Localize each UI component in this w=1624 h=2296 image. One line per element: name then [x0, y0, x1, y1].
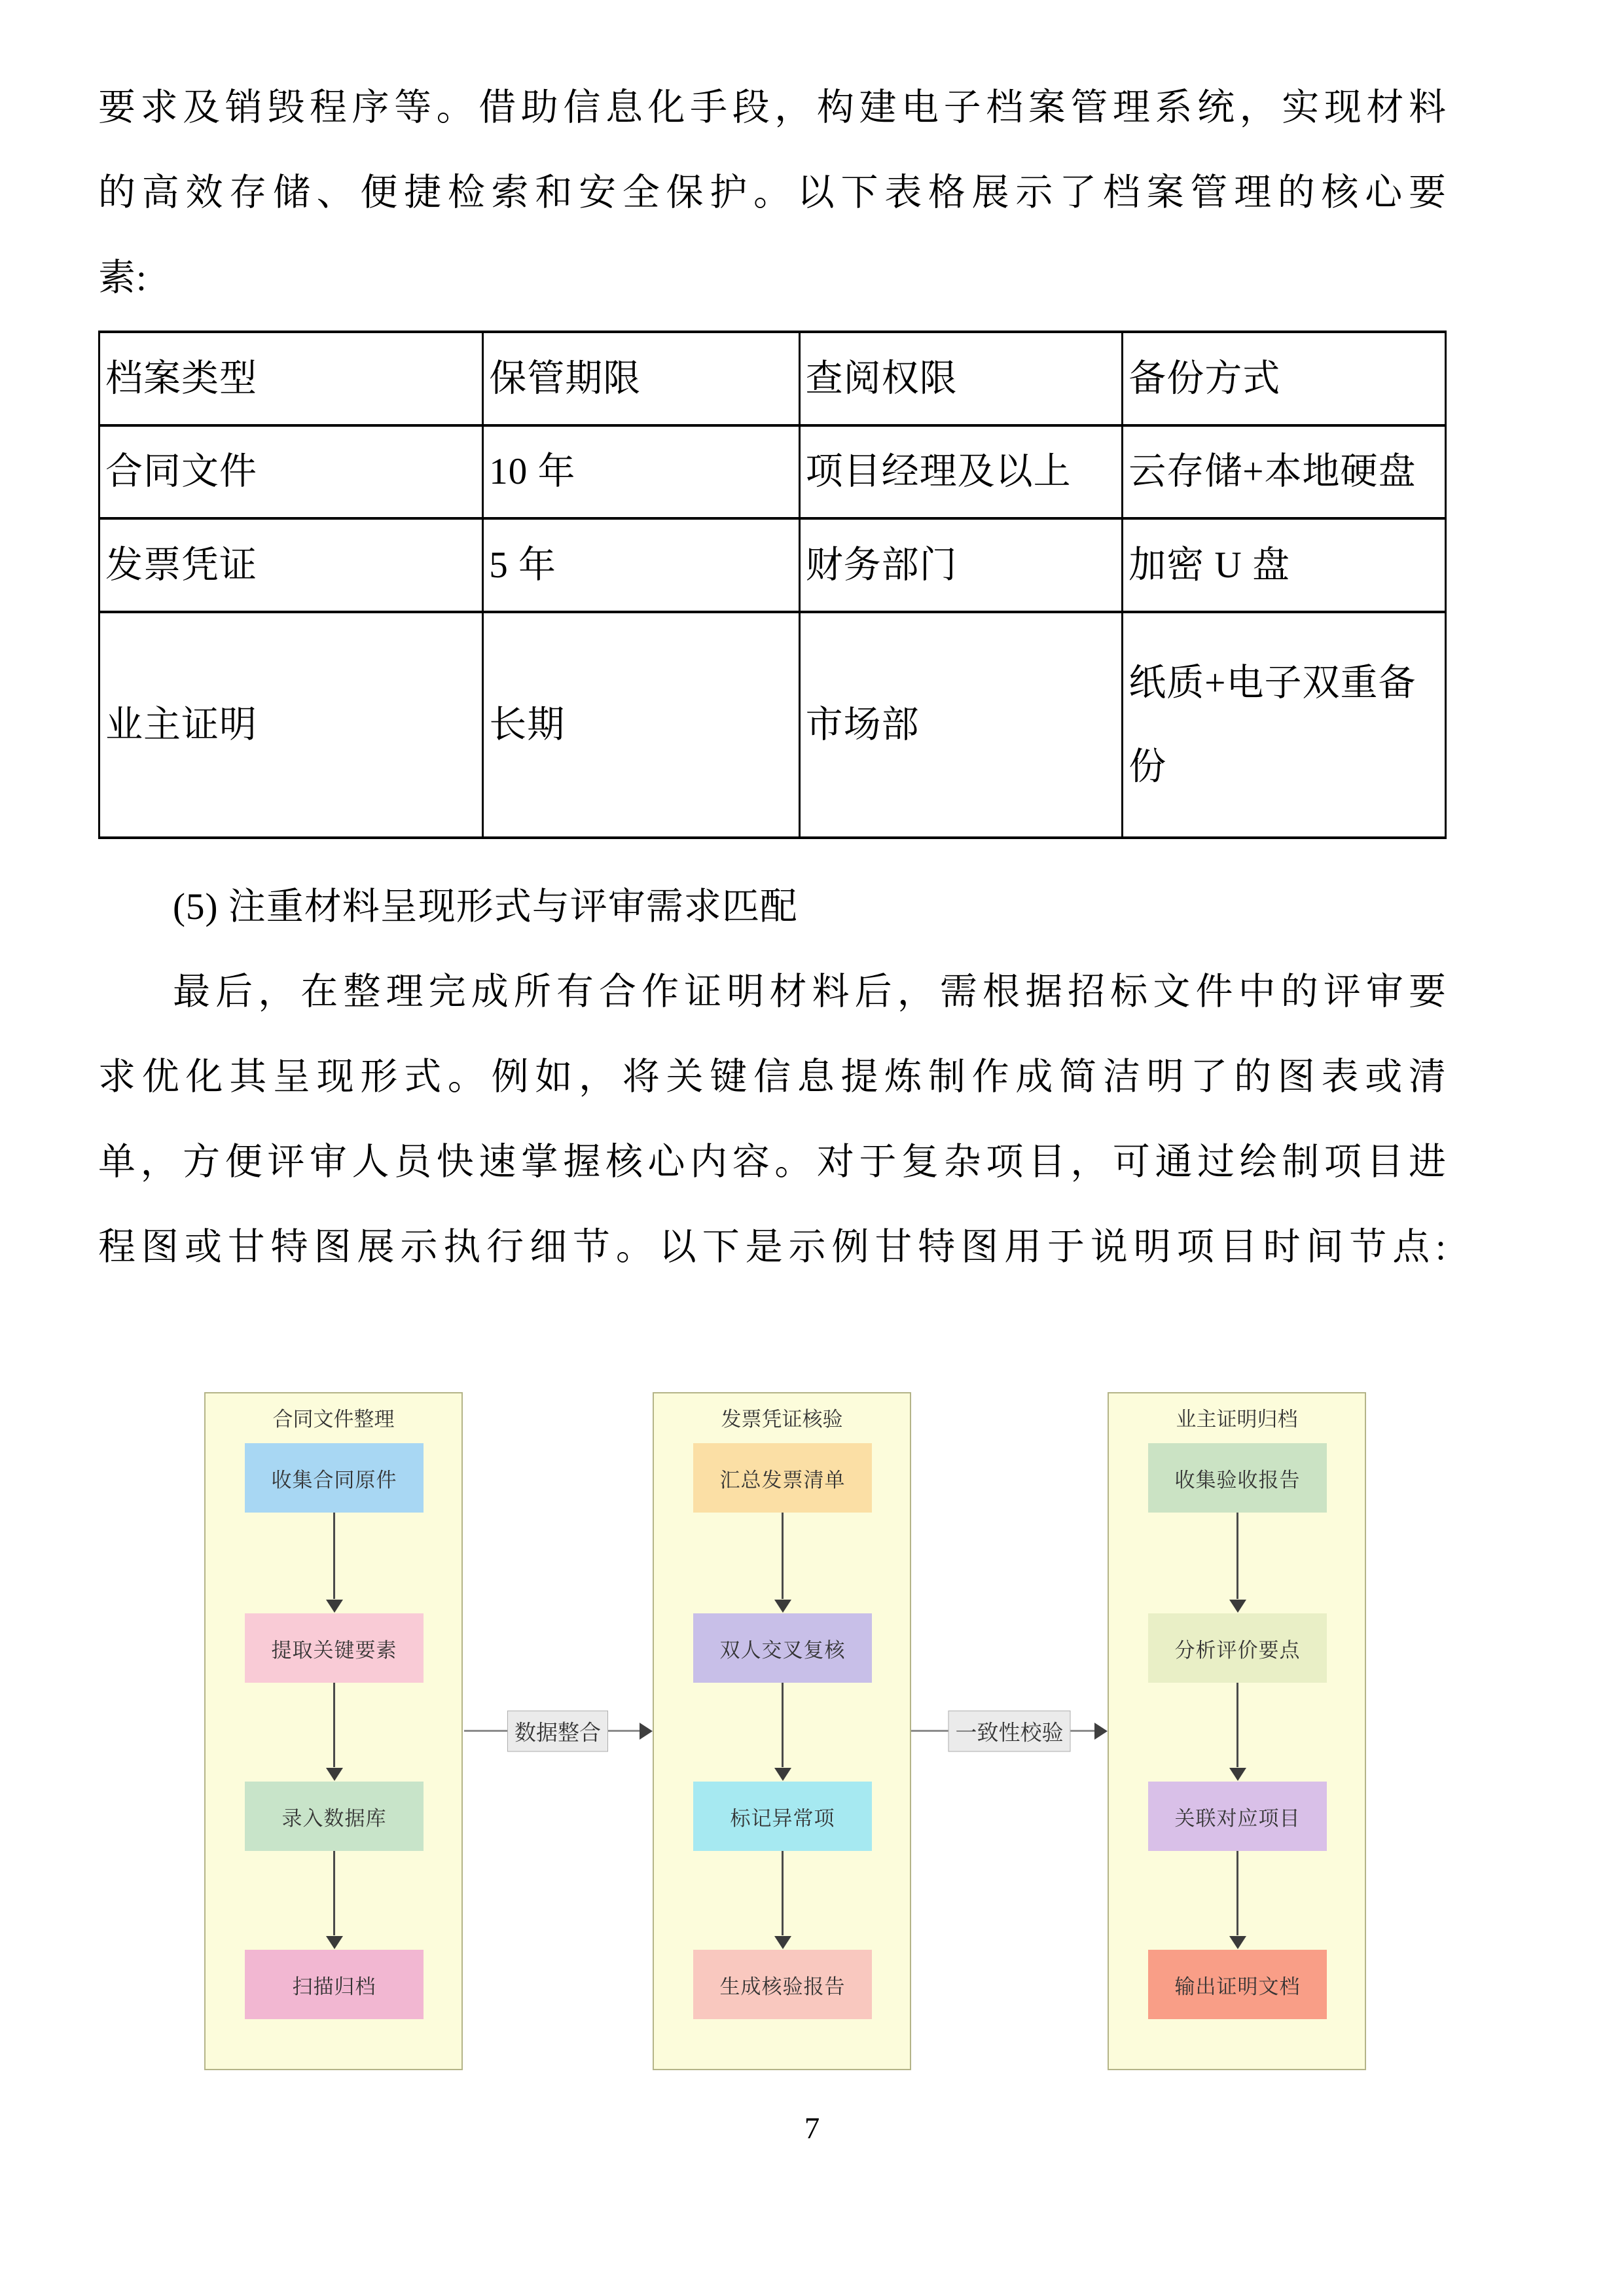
table-cell: 发票凭证: [99, 518, 483, 612]
flowchart-column-title: 发票凭证核验: [721, 1408, 843, 1431]
down-arrow-icon: [326, 1768, 343, 1781]
table-header-cell: 保管期限: [483, 332, 799, 425]
table-cell: 市场部: [799, 612, 1123, 838]
flowchart-column-title: 业主证明归档: [1176, 1408, 1298, 1431]
down-arrow-icon: [782, 1851, 784, 1935]
flowchart-column-contract: [204, 1392, 463, 2070]
down-arrow-icon: [1236, 1683, 1238, 1767]
down-arrow-icon: [333, 1683, 335, 1767]
flow-step: 扫描归档: [245, 1950, 424, 2019]
body-line: 单，方便评审人员快速掌握核心内容。对于复杂项目，可通过绘制项目进: [98, 1141, 1447, 1183]
down-arrow-icon: [333, 1851, 335, 1935]
table-row: [99, 612, 1446, 838]
body-line: 求优化其呈现形式。例如，将关键信息提炼制作成简洁明了的图表或清: [98, 1056, 1447, 1098]
down-arrow-icon: [326, 1936, 343, 1949]
flow-step: 输出证明文档: [1148, 1950, 1327, 2019]
right-arrow-icon: [640, 1723, 653, 1740]
flowchart-column-title: 合同文件整理: [272, 1408, 395, 1431]
down-arrow-icon: [774, 1936, 791, 1949]
page-number: 7: [804, 2111, 820, 2145]
table-header-cell: 档案类型: [99, 332, 483, 425]
table-row: [99, 425, 1446, 518]
table-cell: 财务部门: [799, 518, 1123, 612]
table-header-cell: 查阅权限: [799, 332, 1123, 425]
table-cell: 云存储+本地硬盘: [1123, 425, 1446, 518]
table-cell: 10 年: [483, 425, 799, 518]
table-header-row: [99, 332, 1446, 425]
table-header-cell: 备份方式: [1123, 332, 1446, 425]
flow-step: 生成核验报告: [693, 1950, 872, 2019]
right-arrow-icon: [1094, 1723, 1108, 1740]
down-arrow-icon: [1236, 1513, 1238, 1599]
flowchart-column-invoice: [653, 1392, 911, 2070]
flow-step: 收集合同原件: [245, 1443, 424, 1513]
body-line: 程图或甘特图展示执行细节。以下是示例甘特图用于说明项目时间节点:: [98, 1227, 1447, 1268]
down-arrow-icon: [782, 1683, 784, 1767]
down-arrow-icon: [326, 1600, 343, 1613]
down-arrow-icon: [782, 1513, 784, 1599]
flow-step: 标记异常项: [693, 1782, 872, 1851]
table-cell: 长期: [483, 612, 799, 838]
flow-step: 录入数据库: [245, 1782, 424, 1851]
connector-label: 一致性校验: [948, 1711, 1071, 1752]
table-cell: 业主证明: [99, 612, 483, 838]
body-line: 最后，在整理完成所有合作证明材料后，需根据招标文件中的评审要: [173, 971, 1447, 1013]
down-arrow-icon: [1229, 1768, 1246, 1781]
down-arrow-icon: [774, 1600, 791, 1613]
paragraph-archive-intro: [98, 65, 1447, 321]
down-arrow-icon: [333, 1513, 335, 1599]
flow-step: 汇总发票清单: [693, 1443, 872, 1513]
table-cell: 加密 U 盘: [1123, 518, 1446, 612]
archive-management-table: [98, 331, 1447, 839]
section-heading-text: (5) 注重材料呈现形式与评审需求匹配: [173, 886, 798, 927]
table-row: [99, 518, 1446, 612]
down-arrow-icon: [1229, 1600, 1246, 1613]
down-arrow-icon: [1229, 1936, 1246, 1949]
body-line: 的高效存储、便捷检索和安全保护。以下表格展示了档案管理的核心要: [98, 172, 1447, 213]
flow-step: 收集验收报告: [1148, 1443, 1327, 1513]
table-cell: 项目经理及以上: [799, 425, 1123, 518]
down-arrow-icon: [774, 1768, 791, 1781]
section-heading: [98, 865, 1447, 950]
flow-step: 提取关键要素: [245, 1613, 424, 1683]
paragraph-presentation: [98, 950, 1447, 1290]
flowchart-column-owner-proof: [1108, 1392, 1366, 2070]
flow-step: 双人交叉复核: [693, 1613, 872, 1683]
body-line: 要求及销毁程序等。借助信息化手段，构建电子档案管理系统，实现材料: [98, 87, 1447, 128]
table-cell: 纸质+电子双重备份: [1123, 612, 1446, 838]
flow-step: 分析评价要点: [1148, 1613, 1327, 1683]
table-cell: 5 年: [483, 518, 799, 612]
connector-label: 数据整合: [507, 1711, 608, 1752]
table-cell: 合同文件: [99, 425, 483, 518]
flow-step: 关联对应项目: [1148, 1782, 1327, 1851]
body-line: 素:: [98, 257, 147, 298]
down-arrow-icon: [1236, 1851, 1238, 1935]
